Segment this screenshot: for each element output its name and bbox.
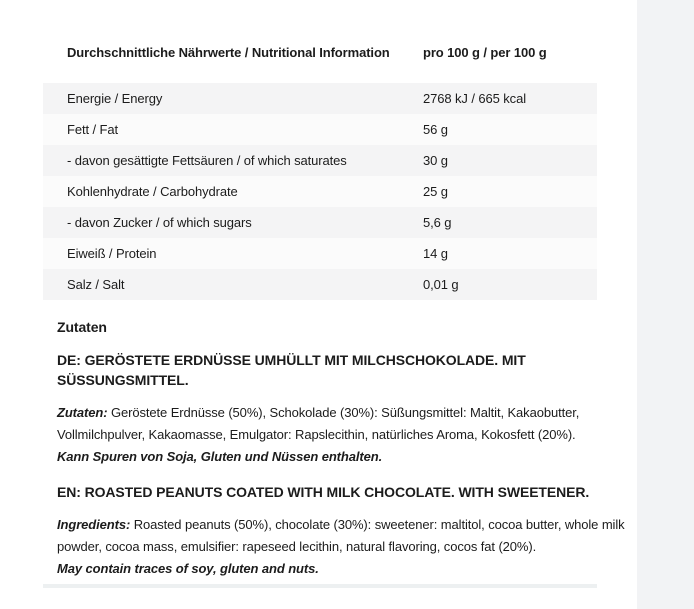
nutrition-table [0, 45, 637, 300]
nutrition-table-body [43, 83, 597, 300]
en-product-heading: EN: ROASTED PEANUTS COATED WITH MILK CHOCOLATE. WITH SWEETENER. [57, 484, 590, 500]
table-row-carbohydrate [43, 176, 597, 207]
row-value: 0,01 g [423, 277, 459, 292]
de-ingredients-lead: Zutaten: [57, 405, 108, 420]
row-value: 25 g [423, 184, 448, 199]
section-divider [43, 584, 597, 588]
table-row-saturates [43, 145, 597, 176]
row-value: 30 g [423, 153, 448, 168]
table-row-salt [43, 269, 597, 300]
row-value: 5,6 g [423, 215, 452, 230]
de-allergy-note: Kann Spuren von Soja, Gluten und Nüssen enthalten. [57, 449, 383, 464]
de-ingredients-paragraph [57, 402, 627, 446]
row-value: 2768 kJ / 665 kcal [423, 91, 526, 106]
table-row-protein [43, 238, 597, 269]
row-label: - davon gesättigte Fettsäuren / of which saturates [67, 153, 347, 168]
nutrition-header-value: pro 100 g / per 100 g [423, 45, 547, 60]
en-ingredients-text: Roasted peanuts (50%), chocolate (30%): sweetener: maltitol, cocoa butter, whole milk powder, cocoa mass, emulsifier: rapeseed lecithin, natural flavoring, cocos fat (20%). [57, 517, 625, 554]
row-value: 14 g [423, 246, 448, 261]
page-background-strip [637, 0, 694, 609]
de-ingredients-text: Geröstete Erdnüsse (50%), Schokolade (30%): Süßungsmittel: Maltit, Kakaobutter, Vollmilchpulver, Kakaomasse, Emulgator: Rapslecithin, natürliches Aroma, Kokosfett (20%). [57, 405, 580, 442]
row-label: Kohlenhydrate / Carbohydrate [67, 184, 238, 199]
nutrition-table-header [43, 45, 597, 61]
nutrition-header-label: Durchschnittliche Nährwerte / Nutritional Information [67, 45, 390, 60]
row-label: Fett / Fat [67, 122, 119, 137]
en-allergy-note: May contain traces of soy, gluten and nuts. [57, 561, 319, 576]
row-label: Salz / Salt [67, 277, 125, 292]
row-label: - davon Zucker / of which sugars [67, 215, 252, 230]
row-label: Eiweiß / Protein [67, 246, 157, 261]
row-value: 56 g [423, 122, 448, 137]
row-label: Energie / Energy [67, 91, 163, 106]
en-ingredients-lead: Ingredients: [57, 517, 131, 532]
table-row-energy [43, 83, 597, 114]
table-row-fat [43, 114, 597, 145]
de-product-heading: DE: GERÖSTETE ERDNÜSSE UMHÜLLT MIT MILCHSCHOKOLADE. MIT SÜSSUNGSMITTEL. [57, 352, 526, 388]
table-row-sugars [43, 207, 597, 238]
ingredients-section-title: Zutaten [57, 319, 107, 335]
en-ingredients-paragraph [57, 514, 627, 558]
